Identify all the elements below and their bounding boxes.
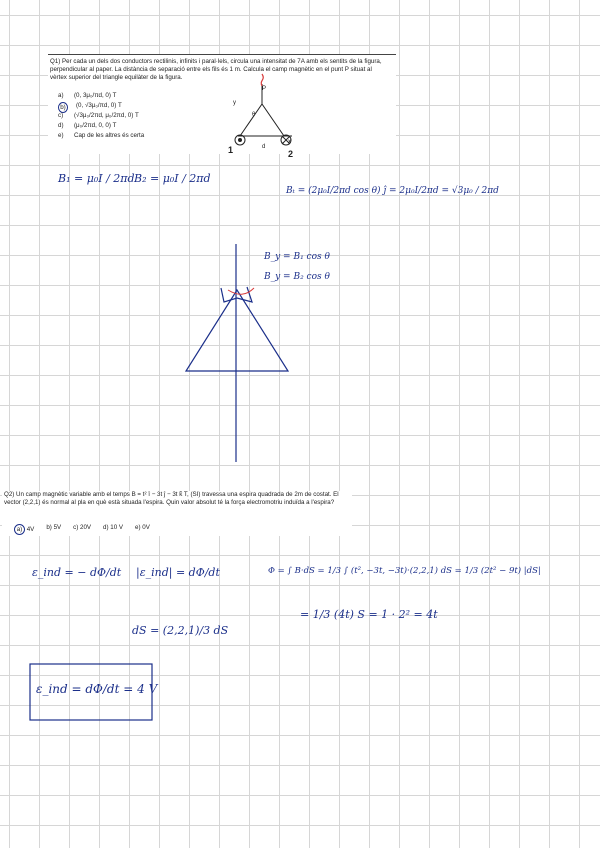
option-d: [103, 524, 123, 535]
drawn-triangle: [186, 290, 288, 371]
option-text: 4V: [26, 526, 35, 533]
handwritten-flux-result: = 1/3 (4t) S = 1 · 2² = 4t: [300, 608, 438, 621]
handwritten-emf-definition: ε_ind = − dΦ/dt: [32, 566, 122, 579]
handwritten-by2: B_y = B₂ cos θ: [264, 272, 330, 282]
option-text: 0V: [142, 524, 150, 531]
option-letter: e): [58, 132, 64, 139]
question-2: [2, 491, 352, 536]
option-c: [73, 524, 91, 535]
question-2-options: [14, 524, 150, 535]
option-a: [14, 524, 34, 535]
option-letter: e): [135, 524, 141, 531]
question-2-text: Q2) Un camp magnètic variable amb el temps B = t² î − 3t ĵ − 3t k̂ T, (SI) travessa una espira quadrada de 2m de costat. El vector (2,2,1) és normal al pla en què està situada l'espira. Quin valor absolut té la força electromotriu induïda a l'espira?: [4, 491, 339, 506]
option-letter: a): [58, 92, 64, 99]
option-text: (0, √3μ₀/πd, 0) T: [76, 102, 122, 109]
triangle-side-left: [240, 104, 262, 136]
option-letter: c): [58, 112, 64, 119]
wire-2-label: 2: [288, 149, 294, 159]
handwritten-flux: Φ = ∫ B·dS = 1/3 ∫ (t², −3t, −3t)·(2,2,1) dS = 1/3 (2t² − 9t) |dS|: [268, 566, 541, 576]
handwritten-ds: dS = (2,2,1)/3 dS: [132, 624, 229, 637]
option-text: Cap de les altres és certa: [74, 132, 145, 139]
point-label: P: [262, 86, 267, 92]
x-axis-label: x: [288, 139, 291, 145]
option-text: (√3μ₀/2πd, μ₀/2πd, 0) T: [74, 112, 139, 119]
angle-label: θ: [252, 112, 256, 118]
option-letter-circled: a): [14, 524, 25, 535]
option-text: 5V: [53, 524, 62, 531]
option-text: 10 V: [110, 524, 124, 531]
drawn-red-arc: [228, 288, 254, 294]
option-letter: d): [58, 122, 64, 129]
option-text: (μ₀/2πd, 0, 0) T: [74, 122, 117, 129]
wire-1-label: 1: [228, 145, 234, 155]
option-e: [135, 524, 150, 535]
handwritten-final-answer: ε_ind = dΦ/dt = 4 V: [36, 682, 158, 696]
y-axis-label: y: [233, 100, 236, 106]
question-1-text: Q1) Per cada un dels dos conductors rectilinis, infinits i paral·lels, circula una intensitat de 7A amb els sentits de la figura, perpendicular al paper. La distància de separació entre els fils és 1 m. Calcula el camp magnètic en el punt P situat al vèrtex superior del triangle equilàter de la figura.: [50, 58, 382, 81]
handwritten-b2: B₂ = μ₀I / 2πd: [134, 172, 211, 185]
option-text: (0, 3μ₀/πd, 0) T: [74, 92, 117, 99]
option-letter-circled: b): [58, 102, 68, 113]
handwritten-b1: B₁ = μ₀I / 2πd: [58, 172, 135, 185]
option-letter: b): [46, 524, 52, 531]
handwritten-total-field: Bₜ = (2μ₀I/2πd cos θ) ĵ = 2μ₀I/2πd = √3μ₀ / 2πd: [286, 186, 499, 196]
handwritten-by1: B_y = B₁ cos θ: [264, 252, 330, 262]
handwritten-emf-absolute: |ε_ind| = dΦ/dt: [136, 566, 220, 579]
option-letter: d): [103, 524, 109, 531]
triangle-side-right: [262, 104, 284, 136]
distance-label: d: [262, 144, 266, 150]
option-letter: c): [73, 524, 79, 531]
option-b: [46, 524, 61, 535]
option-text: 20V: [80, 524, 92, 531]
